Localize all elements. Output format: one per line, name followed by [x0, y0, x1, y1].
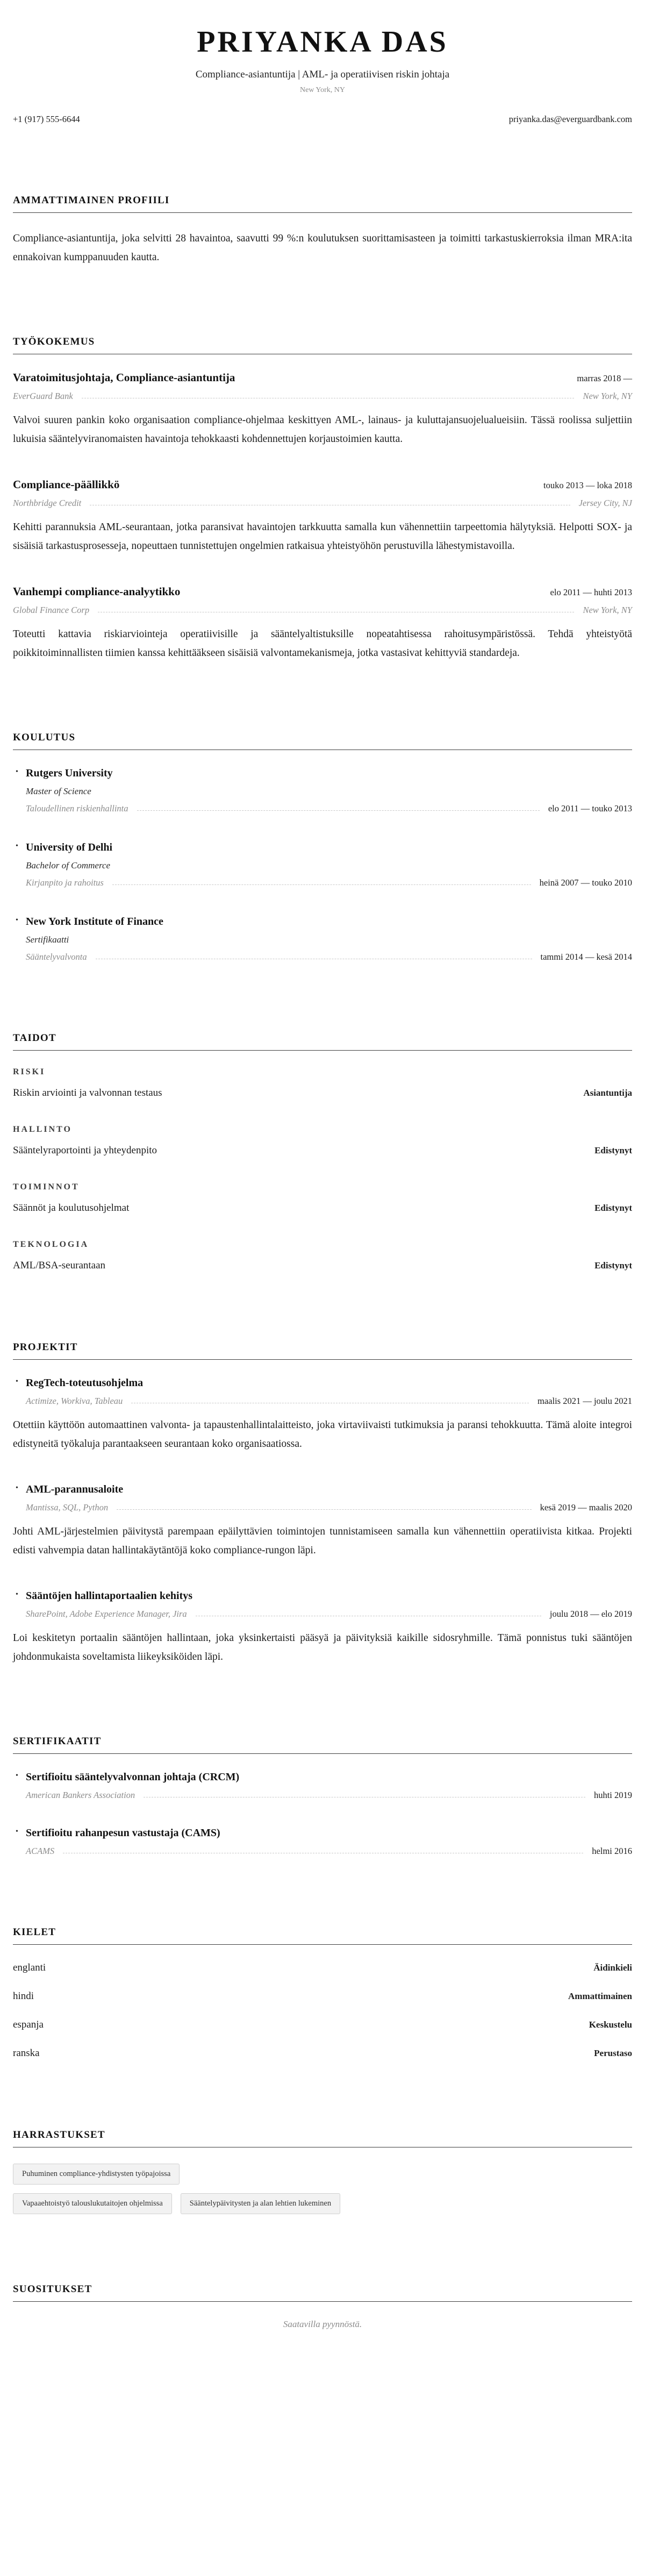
leader-line	[117, 1509, 532, 1510]
section-heading: HARRASTUKSET	[13, 2129, 105, 2140]
section-heading: AMMATTIMAINEN PROFIILI	[13, 195, 170, 206]
skill-category	[13, 1124, 632, 1157]
project-description: Loi keskitetyn portaalin sääntöjen hallintaan, joka yksinkertaisti pääsyä ja päivityksiä kaikille sidosryhmille. Tämä ponnistus tuki sääntöjen johdonmukaista soveltamista liikeyksiköiden läpi.	[13, 1632, 632, 1662]
skill-level: Edistynyt	[594, 1260, 632, 1271]
skill-name: Riskin arviointi ja valvonnan testaus	[13, 1087, 162, 1098]
school-name: Rutgers University	[26, 767, 113, 779]
skill-category	[13, 1182, 632, 1215]
job-dates: touko 2013 — loka 2018	[543, 480, 632, 490]
language-row	[13, 1989, 632, 2003]
resume-header	[13, 25, 632, 125]
bullet-icon: •	[16, 1484, 18, 1492]
degree: Bachelor of Commerce	[26, 860, 111, 870]
job-description: Valvoi suuren pankin koko organisaation compliance-ohjelmaa keskittyen AML-, lainaus- ja kuluttajansuojelualueisiin. Tässä roolissa suljettiin lukuisia sääntelyviranomaisten havaintoja tehokkaasti kohdennettujen korjaustoimien kautta.	[13, 415, 632, 445]
interest-tag: Sääntelypäivitysten ja alan lehtien lukeminen	[181, 2193, 340, 2214]
section-languages	[13, 1926, 632, 2060]
bullet-icon: •	[16, 916, 18, 924]
section-divider	[13, 1944, 632, 1945]
job-location: Jersey City, NJ	[578, 498, 632, 508]
project-name: Sääntöjen hallintaportaalien kehitys	[26, 1590, 193, 1602]
bullet-icon: •	[16, 842, 18, 850]
language-level: Perustaso	[594, 2048, 632, 2058]
skill-category-label: RISKI	[13, 1067, 46, 1076]
bullet-icon: •	[16, 1772, 18, 1780]
section-divider	[13, 1753, 632, 1754]
interest-tag: Puhuminen compliance-yhdistysten työpajoissa	[13, 2164, 180, 2185]
project-entry	[13, 1482, 632, 1560]
job-description: Kehitti parannuksia AML-seurantaan, jotka paransivat havaintojen tarkkuutta samalla kun vähennettiin tarpeettomia hälytyksiä. Helpotti SOX- ja sisäisiä tarkastusprosesseja, nopeuttaen tunnistettujen ongelmien ratkaisua yhteistyöhön perustuvilla lähestymistavoilla.	[13, 522, 632, 552]
bullet-icon: •	[16, 1590, 18, 1599]
skill-name: AML/BSA-seurantaan	[13, 1260, 106, 1271]
certification-date: huhti 2019	[593, 1790, 632, 1800]
language-row	[13, 2018, 632, 2031]
section-certifications	[13, 1735, 632, 1857]
job-entry	[13, 584, 632, 662]
project-dates: joulu 2018 — elo 2019	[549, 1609, 632, 1619]
job-entry	[13, 370, 632, 448]
language-level: Äidinkieli	[593, 1963, 632, 1973]
section-projects	[13, 1341, 632, 1666]
education-entry	[13, 840, 632, 889]
job-location: New York, NY	[583, 391, 632, 401]
field-of-study: Sääntelyvalvonta	[26, 952, 87, 962]
section-heading: SUOSITUKSET	[13, 2284, 92, 2295]
section-divider	[13, 2301, 632, 2302]
references-note: Saatavilla pyynnöstä.	[283, 2319, 362, 2329]
language-name: hindi	[13, 1990, 34, 2002]
section-divider	[13, 1050, 632, 1051]
skill-name: Säännöt ja koulutusohjelmat	[13, 1202, 130, 1214]
education-entry	[13, 915, 632, 963]
bullet-icon: •	[16, 768, 18, 776]
education-dates: tammi 2014 — kesä 2014	[540, 952, 632, 962]
skill-category-label: HALLINTO	[13, 1125, 72, 1134]
email-address: priyanka.das@everguardbank.com	[508, 114, 632, 124]
skill-name: Sääntelyraportointi ja yhteydenpito	[13, 1145, 157, 1156]
project-entry	[13, 1589, 632, 1666]
contact-row	[13, 113, 632, 125]
education-dates: elo 2011 — touko 2013	[548, 803, 632, 814]
certification-name: Sertifioitu sääntelyvalvonnan johtaja (CRCM)	[26, 1771, 240, 1783]
project-name: AML-parannusaloite	[26, 1483, 124, 1495]
project-description: Otettiin käyttöön automaattinen valvonta- ja tapaustenhallintalaitteisto, joka virtaviivaisti tutkimuksia ja paransi tehokkuutta. Tämä aloite integroi edistyneitä työkaluja parantaakseen seurantaan koko organisaatiossa.	[13, 1419, 632, 1450]
language-level: Keskustelu	[589, 2020, 632, 2030]
job-description: Toteutti kattavia riskiarviointeja operatiivisille ja sääntelyaltistuksille nopeatahtisessa rahoitusympäristössä. Tehdä yhteistyötä poikkitoiminnallisten tiimien kanssa kehittääkseen sisäisiä valvontamekanismeja, jotka vastasivat kehittyviä standardeja.	[13, 629, 632, 659]
education-entry	[13, 766, 632, 815]
language-level: Ammattimainen	[568, 1991, 632, 2001]
section-profile	[13, 194, 632, 267]
degree: Master of Science	[26, 786, 91, 796]
certification-issuer: American Bankers Association	[26, 1790, 135, 1800]
section-heading: PROJEKTIT	[13, 1341, 78, 1353]
section-skills	[13, 1032, 632, 1272]
job-company: Global Finance Corp	[13, 605, 90, 615]
bullet-icon: •	[16, 1828, 18, 1836]
job-title: Compliance-päällikkö	[13, 478, 120, 491]
leader-line	[112, 884, 531, 885]
interest-tag-row	[13, 2164, 632, 2185]
project-tools: SharePoint, Adobe Experience Manager, Jira	[26, 1609, 187, 1619]
project-dates: maalis 2021 — joulu 2021	[538, 1396, 632, 1406]
school-name: New York Institute of Finance	[26, 916, 163, 927]
section-heading: TAIDOT	[13, 1032, 56, 1044]
education-dates: heinä 2007 — touko 2010	[539, 877, 632, 888]
section-heading: SERTIFIKAATIT	[13, 1736, 102, 1747]
skill-category-label: TEKNOLOGIA	[13, 1240, 89, 1249]
skill-category-label: TOIMINNOT	[13, 1182, 80, 1191]
skill-level: Edistynyt	[594, 1203, 632, 1213]
job-dates: elo 2011 — huhti 2013	[550, 587, 632, 597]
bullet-icon: •	[16, 1378, 18, 1386]
language-name: ranska	[13, 2047, 40, 2059]
section-heading: KIELET	[13, 1926, 56, 1938]
section-divider	[13, 212, 632, 213]
section-experience	[13, 336, 632, 662]
job-company: EverGuard Bank	[13, 391, 73, 401]
section-interests	[13, 2129, 632, 2214]
language-name: englanti	[13, 1962, 46, 1973]
job-dates: marras 2018 —	[577, 373, 632, 383]
project-name: RegTech-toteutusohjelma	[26, 1377, 144, 1389]
project-tools: Actimize, Workiva, Tableau	[26, 1396, 123, 1406]
phone-number: +1 (917) 555-6644	[13, 114, 80, 124]
leader-line	[137, 810, 540, 811]
project-dates: kesä 2019 — maalis 2020	[540, 1502, 632, 1512]
job-location: New York, NY	[583, 605, 632, 615]
section-education	[13, 731, 632, 963]
certification-name: Sertifioitu rahanpesun vastustaja (CAMS)	[26, 1827, 220, 1839]
section-references	[13, 2283, 632, 2330]
school-name: University of Delhi	[26, 841, 113, 853]
skill-category	[13, 1239, 632, 1272]
language-row	[13, 2046, 632, 2060]
interest-tag-row	[13, 2193, 632, 2214]
certification-entry	[13, 1826, 632, 1857]
job-title: Varatoimitusjohtaja, Compliance-asiantuntija	[13, 371, 235, 384]
candidate-location: New York, NY	[299, 86, 345, 94]
job-company: Northbridge Credit	[13, 498, 82, 508]
skill-level: Edistynyt	[594, 1145, 632, 1155]
candidate-headline: Compliance-asiantuntija | AML- ja operatiivisen riskin johtaja	[195, 69, 450, 80]
job-entry	[13, 477, 632, 555]
certification-entry	[13, 1770, 632, 1801]
skill-category	[13, 1067, 632, 1100]
project-tools: Mantissa, SQL, Python	[26, 1502, 109, 1512]
section-divider	[13, 1359, 632, 1360]
field-of-study: Kirjanpito ja rahoitus	[26, 877, 104, 888]
certification-date: helmi 2016	[592, 1846, 632, 1856]
degree: Sertifikaatti	[26, 934, 69, 945]
certification-issuer: ACAMS	[26, 1846, 55, 1856]
field-of-study: Taloudellinen riskienhallinta	[26, 803, 128, 814]
interest-tag: Vapaaehtoistyö talouslukutaitojen ohjelmissa	[13, 2193, 172, 2214]
candidate-name: PRIYANKA DAS	[197, 25, 448, 59]
section-heading: TYÖKOKEMUS	[13, 336, 95, 347]
project-entry	[13, 1376, 632, 1453]
job-title: Vanhempi compliance-analyytikko	[13, 585, 181, 598]
language-row	[13, 1961, 632, 1974]
skill-level: Asiantuntija	[583, 1088, 632, 1098]
section-heading: KOULUTUS	[13, 732, 76, 743]
profile-summary: Compliance-asiantuntija, joka selvitti 28 havaintoa, saavutti 99 %:n koulutuksen suorittamisasteen ja toimitti tarkastuskierroksia ilman MRA:ita ennakoivan kumppanuuden kautta.	[13, 233, 632, 263]
language-name: espanja	[13, 2019, 44, 2030]
project-description: Johti AML-järjestelmien päivitystä parempaan epäilyttävien toimintojen tunnistamiseen samalla kun vähennettiin operatiivista kitkaa. Projekti edisti vahvempia datan hallintakäytäntöjä koko compliance-rungon läpi.	[13, 1526, 632, 1556]
